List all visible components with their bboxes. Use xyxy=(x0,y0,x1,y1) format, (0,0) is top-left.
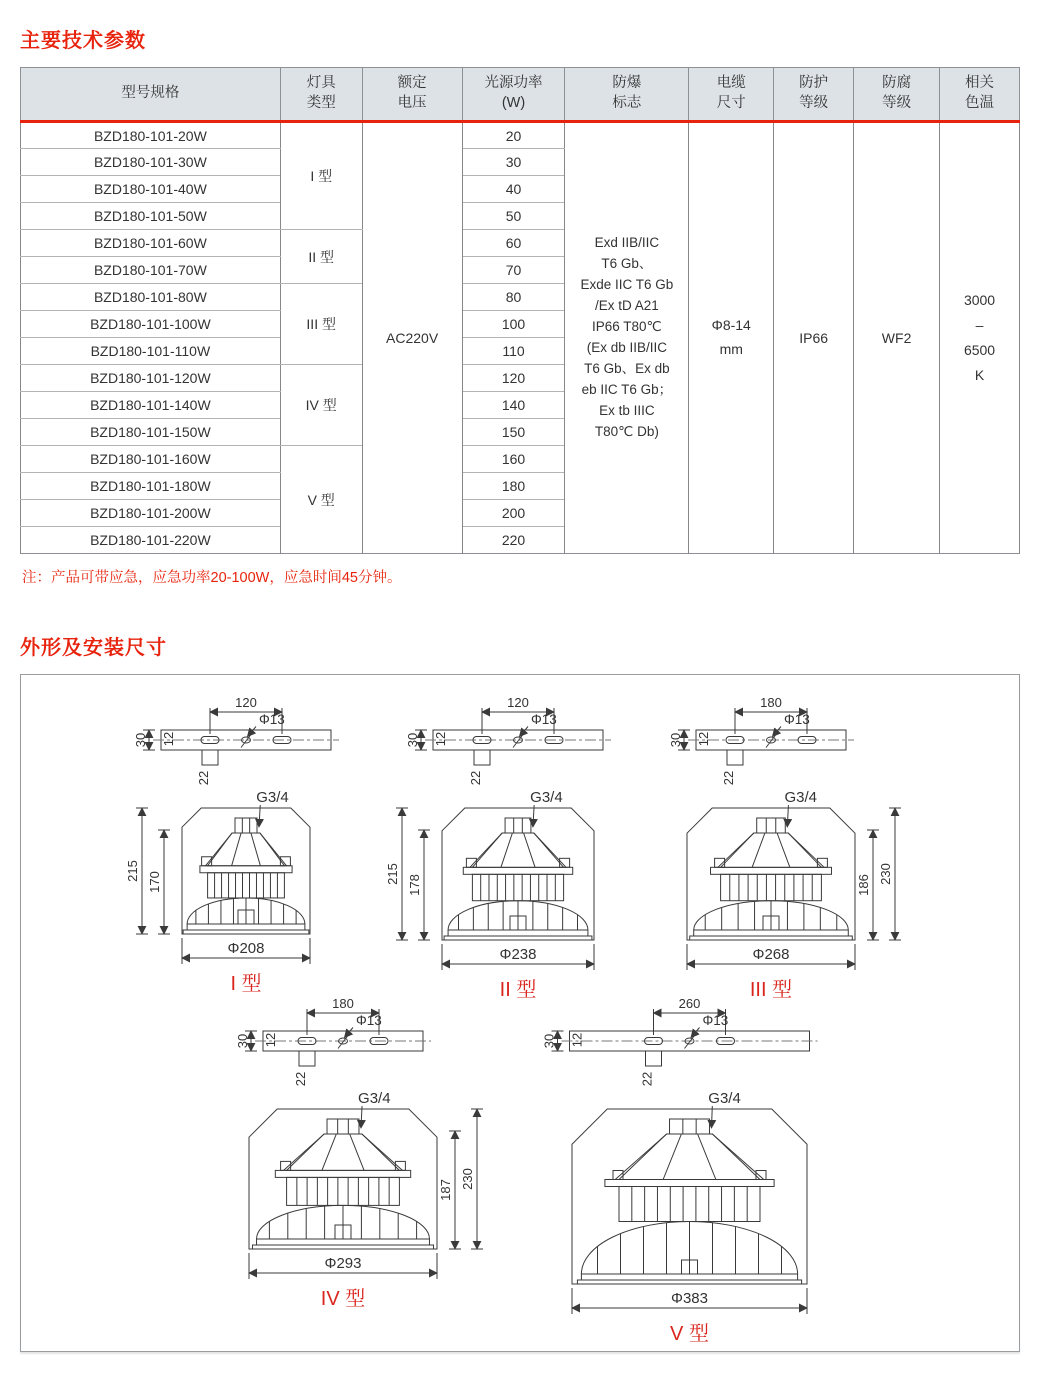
model-cell: BZD180-101-100W xyxy=(21,311,281,338)
power-cell: 40 xyxy=(462,176,565,203)
svg-text:G3/4: G3/4 xyxy=(530,789,563,806)
lamp-type-cell: I 型 xyxy=(280,122,362,230)
power-cell: 20 xyxy=(462,122,565,149)
power-cell: 80 xyxy=(462,284,565,311)
svg-text:12: 12 xyxy=(161,731,176,747)
svg-text:30: 30 xyxy=(405,732,420,748)
model-cell: BZD180-101-60W xyxy=(21,230,281,257)
col-header: 额定 电压 xyxy=(362,68,462,122)
col-header: 防腐 等级 xyxy=(854,68,940,122)
svg-text:230: 230 xyxy=(878,863,893,885)
svg-text:Φ238: Φ238 xyxy=(499,946,537,963)
table-row xyxy=(21,122,1020,149)
cable-size-cell: Φ8-14 mm xyxy=(689,122,774,554)
svg-text:Φ293: Φ293 xyxy=(324,1255,362,1272)
header-row xyxy=(21,68,1020,122)
note-text: 注：产品可带应急，应急功率20-100W，应急时间45分钟。 xyxy=(22,570,402,586)
lamp-figure-5 xyxy=(538,991,883,1346)
col-header: 型号规格 xyxy=(21,68,281,122)
svg-text:12: 12 xyxy=(263,1032,278,1048)
svg-text:260: 260 xyxy=(678,996,701,1011)
figure-label: I 型 xyxy=(230,973,262,995)
model-cell: BZD180-101-20W xyxy=(21,122,281,149)
svg-text:30: 30 xyxy=(235,1033,250,1049)
power-cell: 60 xyxy=(462,230,565,257)
svg-text:G3/4: G3/4 xyxy=(256,789,289,806)
lamp-type-cell: IV 型 xyxy=(280,365,362,446)
drawings-panel xyxy=(20,674,1020,1352)
svg-text:120: 120 xyxy=(507,695,529,710)
lamp-figure-2 xyxy=(358,690,660,1002)
power-cell: 140 xyxy=(462,392,565,419)
anticorrosion-cell: WF2 xyxy=(854,122,940,554)
svg-text:22: 22 xyxy=(468,770,483,786)
svg-text:215: 215 xyxy=(125,860,140,882)
col-header: 灯具 类型 xyxy=(280,68,362,122)
svg-text:G3/4: G3/4 xyxy=(708,1090,741,1107)
power-cell: 200 xyxy=(462,500,565,527)
model-cell: BZD180-101-140W xyxy=(21,392,281,419)
model-cell: BZD180-101-30W xyxy=(21,149,281,176)
lamp-figure-1 xyxy=(98,690,376,996)
model-cell: BZD180-101-220W xyxy=(21,527,281,554)
svg-text:12: 12 xyxy=(433,731,448,747)
protection-cell: IP66 xyxy=(774,122,854,554)
model-cell: BZD180-101-200W xyxy=(21,500,281,527)
power-cell: 160 xyxy=(462,446,565,473)
lamp-type-cell: V 型 xyxy=(280,446,362,554)
spec-table xyxy=(20,67,1020,554)
figure-label: II 型 xyxy=(499,979,537,1001)
power-cell: 100 xyxy=(462,311,565,338)
model-cell: BZD180-101-50W xyxy=(21,203,281,230)
voltage-cell: AC220V xyxy=(362,122,462,554)
svg-text:180: 180 xyxy=(760,695,782,710)
power-cell: 150 xyxy=(462,419,565,446)
model-cell: BZD180-101-120W xyxy=(21,365,281,392)
svg-text:Φ13: Φ13 xyxy=(531,712,557,727)
power-cell: 220 xyxy=(462,527,565,554)
power-cell: 110 xyxy=(462,338,565,365)
col-header: 防护 等级 xyxy=(774,68,854,122)
svg-text:215: 215 xyxy=(385,863,400,885)
figure-label: V 型 xyxy=(670,1323,709,1345)
svg-text:12: 12 xyxy=(569,1032,585,1048)
svg-text:170: 170 xyxy=(147,871,162,893)
svg-text:G3/4: G3/4 xyxy=(358,1090,391,1107)
col-header: 光源功率 (W) xyxy=(462,68,565,122)
model-cell: BZD180-101-150W xyxy=(21,419,281,446)
power-cell: 180 xyxy=(462,473,565,500)
lamp-figure-4 xyxy=(213,991,525,1311)
lamp-type-cell: III 型 xyxy=(280,284,362,365)
power-cell: 70 xyxy=(462,257,565,284)
model-cell: BZD180-101-80W xyxy=(21,284,281,311)
col-header: 相关 色温 xyxy=(940,68,1020,122)
model-cell: BZD180-101-110W xyxy=(21,338,281,365)
svg-text:Φ13: Φ13 xyxy=(356,1013,382,1028)
model-cell: BZD180-101-40W xyxy=(21,176,281,203)
svg-text:187: 187 xyxy=(438,1179,453,1201)
svg-text:12: 12 xyxy=(696,731,711,747)
svg-text:Φ13: Φ13 xyxy=(259,712,285,727)
col-header: 防爆 标志 xyxy=(565,68,689,122)
svg-text:30: 30 xyxy=(133,732,148,748)
main-params-title: 主要技术参数 xyxy=(20,30,146,52)
color-temp-cell: 3000 – 6500 K xyxy=(940,122,1020,554)
svg-text:G3/4: G3/4 xyxy=(784,789,817,806)
power-cell: 30 xyxy=(462,149,565,176)
svg-text:Φ268: Φ268 xyxy=(752,946,790,963)
svg-text:22: 22 xyxy=(721,770,736,786)
svg-text:22: 22 xyxy=(196,770,211,786)
power-cell: 50 xyxy=(462,203,565,230)
power-cell: 120 xyxy=(462,365,565,392)
svg-text:30: 30 xyxy=(541,1033,557,1049)
svg-text:22: 22 xyxy=(639,1071,655,1087)
figure-label: IV 型 xyxy=(320,1288,366,1310)
svg-text:180: 180 xyxy=(332,996,354,1011)
lamp-type-cell: II 型 xyxy=(280,230,362,284)
model-cell: BZD180-101-160W xyxy=(21,446,281,473)
model-cell: BZD180-101-70W xyxy=(21,257,281,284)
svg-text:Φ383: Φ383 xyxy=(671,1290,708,1307)
svg-text:120: 120 xyxy=(235,695,257,710)
explosion-mark-cell: Exd IIB/IIC T6 Gb、 Exde IIC T6 Gb /Ex tD A21 IP66 T80℃ (Ex db IIB/IIC T6 Gb、Ex db eb IIC T6 Gb； Ex tb IIIC T80℃ Db) xyxy=(565,122,689,554)
svg-text:Φ13: Φ13 xyxy=(702,1013,729,1028)
svg-text:30: 30 xyxy=(668,732,683,748)
svg-text:230: 230 xyxy=(460,1168,475,1190)
svg-text:Φ208: Φ208 xyxy=(227,940,265,957)
svg-text:Φ13: Φ13 xyxy=(784,712,810,727)
lamp-figure-3 xyxy=(651,690,943,1002)
svg-text:186: 186 xyxy=(856,874,871,896)
col-header: 电缆 尺寸 xyxy=(689,68,774,122)
dimensions-title: 外形及安装尺寸 xyxy=(20,637,167,659)
figure-label: III 型 xyxy=(749,979,793,1001)
model-cell: BZD180-101-180W xyxy=(21,473,281,500)
svg-text:178: 178 xyxy=(407,874,422,896)
svg-text:22: 22 xyxy=(293,1071,308,1087)
